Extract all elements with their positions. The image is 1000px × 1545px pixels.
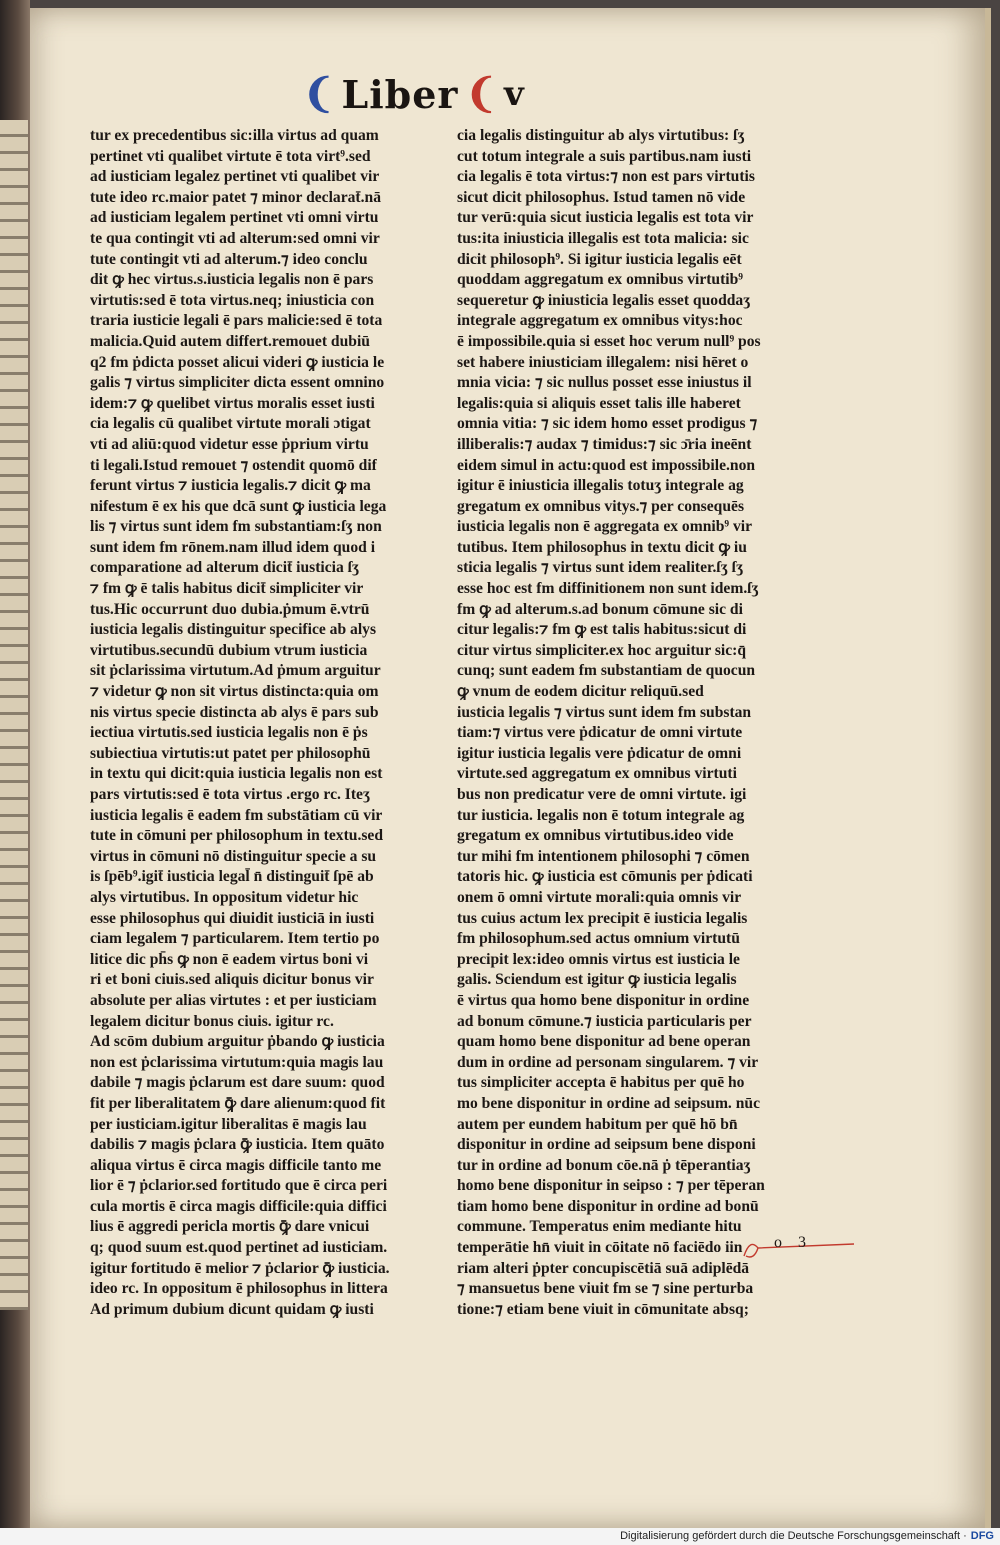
left-column-line: dabilis ⁊ magis ṗclara ꝙ̄ iusticia. Item quāto (90, 1136, 385, 1154)
right-column-line: cut totum integrale a suis partibus.nam iusti (457, 147, 752, 165)
header-book-number: v (503, 74, 524, 114)
left-column-line: comparatione ad alterum dicit̄ iusticia ſʒ (90, 559, 360, 577)
right-column-line: tur iusticia. legalis non ē totum integrale ag (457, 806, 745, 824)
left-column-line: lior ē ⁊ ṗclarior.sed fortitudo que ē circa peri (90, 1177, 388, 1195)
left-column-line: esse philosophus qui diuidit iusticiā in iusti (90, 909, 375, 927)
digitization-footer (0, 1528, 1000, 1545)
right-column-line: tur mihi fm intentionem philosophi ⁊ cōmen (457, 847, 750, 865)
right-column-line: integrale aggregatum ex omnibus vitys:hoc (457, 312, 743, 330)
right-column-line: illiberalis:⁊ audax ⁊ timidus:⁊ sic ɔ̄ria ineēnt (457, 435, 752, 453)
book-page (30, 8, 991, 1528)
left-column-line: ad iusticiam legalez pertinet vti qualibet vir (90, 168, 380, 186)
left-column-line: ciam legalem ⁊ particularem. Item tertio po (90, 930, 380, 948)
left-column-line: sit ṗclarissima virtutum.Ad ṗmum arguitur (90, 662, 381, 680)
right-column-line: igitur ē iniusticia illegalis totuʒ integrale ag (457, 477, 744, 495)
right-column-line: commune. Temperatus enim mediante hitu (457, 1218, 742, 1236)
text-column-left (90, 126, 440, 1320)
left-column-line: tute in cōmuni per philosophum in textu.sed (90, 827, 384, 845)
right-column-line: eidem simul in actu:quod est impossibile.non (457, 456, 756, 474)
left-column-line: ti legali.Istud remouet ⁊ ostendit quomō dif (90, 456, 377, 474)
dfg-logo: DFG (970, 1530, 994, 1542)
left-column-line: iusticia legalis distinguitur specifice ab alys (90, 621, 377, 639)
right-column-line: tiam homo bene disponitur in ordine ad bonū (457, 1197, 759, 1215)
right-column-line: tus:ita iniusticia illegalis est tota malicia: sic (457, 229, 749, 247)
right-column-line: dum in ordine ad personam singularem. ⁊ vir (457, 1053, 759, 1071)
right-column-line: homo bene disponitur in seipso : ⁊ per tēperan (457, 1177, 765, 1195)
left-column-line: nifestum ē ex his que dcā sunt ꝙ iusticia lega (90, 497, 387, 515)
left-column-line: q; quod suum est.quod pertinet ad iusticiam. (90, 1239, 388, 1257)
right-column-line: mnia vicia: ⁊ sic nullus posset esse iniustus il (457, 374, 752, 392)
right-column-line: gregatum ex omnibus vitys.⁊ per consequēs (457, 497, 745, 515)
right-column-line: disponitur in ordine ad seipsum bene disponi (457, 1136, 756, 1154)
right-column-line: citur virtus simpliciter.ex hoc arguitur sic:q̄ (457, 641, 747, 659)
right-column-line: virtute.sed aggregatum ex omnibus virtuti (457, 765, 737, 783)
left-column-line: is ſpēb⁹.igit̄ iusticia legal̄ n̄ distinguit̄ ſpē ab (90, 868, 374, 886)
left-column-line: dit ꝙ hec virtus.s.iusticia legalis non ē pars (90, 271, 374, 289)
right-column-line: fm ꝙ ad alterum.s.ad bonum cōmune sic di (457, 600, 743, 618)
left-column-line: aliqua virtus ē circa magis difficile tanto me (90, 1156, 382, 1174)
right-column-line: mo bene disponitur in ordine ad seipsum. nūc (457, 1094, 760, 1112)
left-column-line: Ad scōm dubium arguitur ṗbando ꝙ iusticia (90, 1033, 385, 1051)
left-column-line: pars virtutis:sed ē tota virtus .ergo rc. Iteʒ (90, 786, 371, 803)
folio-signature: o 3 (774, 1234, 812, 1251)
right-column-line: cia legalis distinguitur ab alys virtutibus: ſʒ (457, 127, 745, 144)
header-liber: Liber (341, 71, 459, 117)
right-column-line: quoddam aggregatum ex omnibus virtutib⁹ (457, 271, 743, 289)
left-column-line: malicia.Quid autem differt.remouet dubiū (90, 332, 370, 350)
right-column-line: autem per eundem habitum per quē hō bn̄ (457, 1115, 738, 1133)
left-column-line: ideo rc. In oppositum ē philosophus in littera (90, 1280, 388, 1298)
left-column-line: ad iusticiam legalem pertinet vti omni virtu (90, 209, 379, 227)
right-column-line: sticia legalis ⁊ virtus sunt idem realiter.ſʒ ſʒ (457, 559, 744, 577)
left-column-line: Ad primum dubium dicunt quidam ꝙ iusti (90, 1300, 374, 1318)
right-column-line: iusticia legalis ⁊ virtus sunt idem fm substan (457, 703, 752, 721)
left-column-line: non est ṗclarissima virtutum:quia magis lau (90, 1053, 384, 1071)
right-column-line: tutibus. Item philosophus in textu dicit ꝙ iu (457, 538, 747, 556)
right-column-line: tus cuius actum lex precipit ē iusticia legalis (457, 909, 748, 927)
left-column-line: in textu qui dicit:quia iusticia legalis non est (90, 765, 383, 783)
left-column-line: sunt idem fm rōnem.nam illud idem quod i (90, 538, 376, 556)
right-column-line: bus non predicatur vere de omni virtute. igi (457, 786, 747, 803)
right-column-line: riam alteri ṗpter concupiscētiā suā adiplēdā (457, 1259, 750, 1277)
text-column-right (457, 126, 825, 1320)
right-column-line: galis. Sciendum est igitur ꝙ iusticia legalis (457, 971, 737, 989)
running-header (302, 70, 524, 118)
right-column-line: tur verū:quia sicut iusticia legalis est tota vir (457, 209, 754, 227)
left-column-line: vti ad aliū:quod videtur esse ṗprium virtu (90, 435, 369, 453)
left-column-line: litice dic ph̄s ꝙ non ē eadem virtus boni vi (90, 950, 369, 968)
left-column-line: iectiua virtutis.sed iusticia legalis non ē ṗs (90, 724, 368, 742)
right-column-line: precipit lex:ideo omnis virtus est iusticia le (457, 950, 740, 968)
blue-bracket-ornament: ❨ (302, 70, 336, 117)
right-column-line: tatoris hic. ꝙ iusticia est cōmunis per ṗdicati (457, 868, 753, 886)
left-column-line: idem:⁊ ꝙ quelibet virtus moralis esset iusti (90, 394, 375, 412)
left-column-line: virtutibus.secundū dubium vtrum iusticia (90, 641, 368, 659)
left-column-line: legalem dicitur bonus ciuis. igitur rc. (90, 1012, 334, 1030)
right-column-line: dicit philosoph⁹. Si igitur iusticia legalis eēt (457, 250, 742, 268)
right-column-line: tione:⁊ etiam bene viuit in cōmunitate absq; (457, 1300, 749, 1318)
right-column-line: igitur iusticia legalis vere ṗdicatur de omni (457, 744, 742, 762)
left-column-line: tute contingit vti ad alterum.⁊ ideo conclu (90, 250, 368, 268)
left-column-line: virtutis:sed ē tota virtus.neq; iniusticia con (90, 291, 375, 309)
left-column-line: fit per liberalitatem ꝙ̄ dare alienum:quod fit (90, 1094, 386, 1112)
footer-credit-text: Digitalisierung gefördert durch die Deutsche Forschungsgemeinschaft · (620, 1530, 967, 1542)
left-column-line: te qua contingit vti ad alterum:sed omni vir (90, 229, 380, 247)
right-column-line: cunq; sunt eadem fm substantiam de quocun (457, 662, 756, 680)
left-column-line: pertinet vti qualibet virtute ē tota virt⁹.sed (90, 147, 371, 165)
left-column-line: lis ⁊ virtus sunt idem fm substantiam:ſʒ non (90, 518, 382, 536)
left-column-line: tute ideo rc.maior patet ⁊ minor declarat̄.nā (90, 188, 381, 206)
right-column-line: set habere iniusticiam illegalem: nisi hēret o (457, 353, 749, 371)
right-column-line: citur legalis:⁊ fm ꝙ est talis habitus:sicut di (457, 621, 747, 639)
right-column-line: fm philosophum.sed actus omnium virtutū (457, 930, 740, 948)
right-column-line: iusticia legalis non ē aggregata ex omnib⁹ vir (457, 518, 753, 536)
left-column-line: ⁊ fm ꝙ ē talis habitus dicit̄ simpliciter vir (90, 580, 364, 598)
left-column-line: tur ex precedentibus sic:illa virtus ad quam (90, 127, 379, 144)
facing-page-edge (0, 120, 28, 1310)
left-column-line: nis virtus specie distincta ab alys ē pars sub (90, 703, 379, 721)
left-column-line: dabile ⁊ magis ṗclarum est dare suum: quod (90, 1074, 385, 1092)
right-column-line: gregatum ex omnibus virtutibus.ideo vide (457, 827, 734, 845)
left-column-line: subiectiua virtutis:ut patet per philosophū (90, 744, 371, 762)
left-column-line: iusticia legalis ē eadem fm substātiam cū vir (90, 806, 383, 824)
right-column-line: tus simpliciter accepta ē habitus per quē ho (457, 1074, 745, 1092)
left-column-line: cia legalis cū qualibet virtute morali ɔtigat (90, 415, 371, 433)
left-column-line: ferunt virtus ⁊ iusticia legalis.⁊ dicit ꝙ ma (90, 477, 371, 495)
left-column-line: per iusticiam.igitur liberalitas ē magis lau (90, 1115, 367, 1133)
red-bracket-ornament: ❨ (464, 70, 498, 117)
left-column-line: ⁊ videtur ꝙ non sit virtus distincta:quia om (90, 683, 379, 701)
right-column-line: ꝙ vnum de eodem dicitur reliquū.sed (457, 683, 704, 701)
right-column-line: ⁊ mansuetus bene viuit fm se ⁊ sine perturba (457, 1280, 754, 1298)
left-column-line: igitur fortitudo ē melior ⁊ ṗclarior ꝙ̄ iusticia. (90, 1259, 390, 1277)
right-column-line: sequeretur ꝙ iniusticia legalis esset quoddaʒ (457, 291, 751, 309)
right-column-line: tur in ordine ad bonum cōe.nā ṗ tēperantiaʒ (457, 1156, 751, 1174)
right-column-line: legalis:quia si aliquis esset talis ille haberet (457, 394, 741, 412)
right-column-line: onem ō omni virtute morali:quia omnis vir (457, 888, 742, 906)
left-column-line: tus.Hic occurrunt duo dubia.ṗmum ē.vtrū (90, 600, 370, 618)
right-column-line: ad bonum cōmune.⁊ iusticia particularis per (457, 1012, 752, 1030)
right-column-line: temperātie hn̄ viuit in cōitate nō faciēdo iin (457, 1239, 743, 1257)
right-column-line: tiam:⁊ virtus vere ṗdicatur de omni virtute (457, 724, 743, 742)
right-column-line: sicut dicit philosophus. Istud tamen nō vide (457, 188, 746, 206)
left-column-line: q2 fm ṗdicta posset alicui videri ꝙ iusticia le (90, 353, 385, 371)
left-column-line: ri et boni ciuis.sed aliquis dicitur bonus vir (90, 971, 374, 989)
left-column-line: lius ē aggredi pericla mortis ꝙ̄ dare vnicui (90, 1218, 370, 1236)
right-column-line: ē virtus qua homo bene disponitur in ordine (457, 991, 750, 1009)
left-column-line: cula mortis ē circa magis difficile:quia diffici (90, 1197, 387, 1215)
left-column-line: traria iusticie legali ē pars malicie:sed ē tota (90, 312, 383, 330)
right-column-line: cia legalis ē tota virtus:⁊ non est pars virtutis (457, 168, 755, 186)
left-column-line: galis ⁊ virtus simpliciter dicta essent omnino (90, 374, 385, 392)
right-column-line: ē impossibile.quia si esset hoc verum null⁹ pos (457, 332, 761, 350)
right-column-line: omnia vitia: ⁊ sic idem homo esset prodigus ⁊ (457, 415, 758, 433)
right-column-line: quam homo bene disponitur ad bene operan (457, 1033, 751, 1051)
left-column-line: absolute per alias virtutes : et per iusticiam (90, 991, 377, 1009)
left-column-line: virtus in cōmuni nō distinguitur specie a su (90, 847, 377, 865)
left-column-line: alys virtutibus. In oppositum videtur hic (90, 888, 359, 906)
right-column-line: esse hoc est fm diffinitionem non sunt idem.ſʒ (457, 580, 759, 598)
